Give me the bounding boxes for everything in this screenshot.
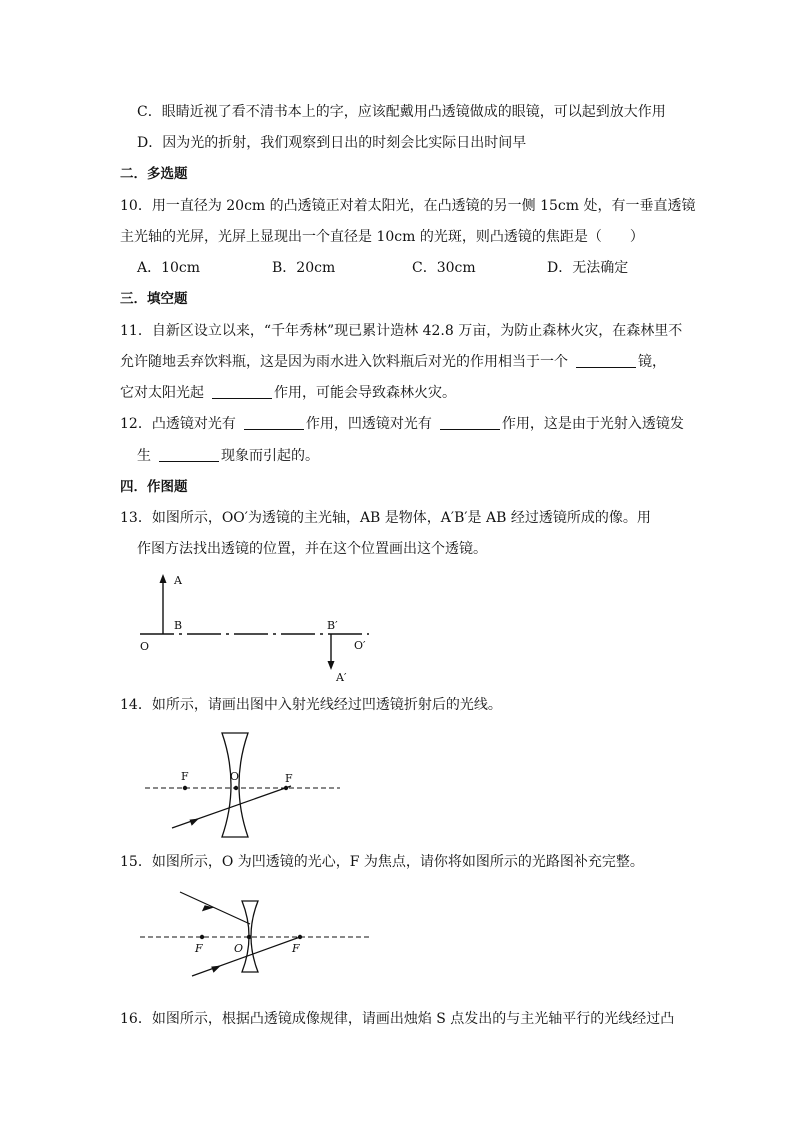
q10-options [137,258,697,278]
q13-label-a: A [174,574,182,587]
q11-line3 [120,383,456,403]
q11-blank-2[interactable] [212,384,272,399]
q13-object-arrowhead [160,574,167,583]
q13-label-o-prime: O′ [354,639,366,652]
q11-line3-text: 它对太阳光起 [120,385,204,401]
q15-figure [140,888,372,980]
q13-line2: 作图方法找出透镜的位置，并在这个位置画出这个透镜。 [137,541,487,557]
q10-option-a: A．10cm [137,260,201,276]
q14-concave-lens [222,733,248,837]
q16-line1: 16．如图所示，根据凸透镜成像规律，请画出烛焰 S 点发出的与主光轴平行的光线经过凸 [120,1011,675,1027]
q15-label-f-left: F [195,942,203,955]
q11-line1: 11．自新区设立以来，“千年秀林”现已累计造林 42.8 万亩，为防止森林火灾，在森林里不 [120,323,683,339]
q15-optical-center [247,935,251,939]
q13-label-a-prime: A′ [336,671,347,684]
q12-line2 [137,446,319,466]
q15-label-o: O [234,942,244,955]
q14-focus-right [284,786,288,790]
q12-text-a: 12．凸透镜对光有 [120,416,236,432]
q13-label-o: O [140,640,150,653]
q11-blank-1[interactable] [576,353,636,368]
q14-line1: 14．如所示，请画出图中入射光线经过凹透镜折射后的光线。 [120,697,502,713]
q9-option-c: C．眼睛近视了看不清书本上的字，应该配戴用凸透镜做成的眼镜，可以起到放大作用 [137,104,666,120]
q12-text-c: 作用，这是由于光射入透镜发 [501,416,684,432]
q13-label-b-prime: B′ [327,619,338,632]
q10-line1: 10．用一直径为 20cm 的凸透镜正对着太阳光，在凸透镜的另一侧 15cm 处，有一垂直透镜 [120,198,696,214]
q10-line2: 主光轴的光屏，光屏上显现出一个直径是 10cm 的光斑，则凸透镜的焦距是（ ） [120,229,644,245]
q11-line2 [120,352,666,372]
q11-line2-end: 镜， [638,354,666,370]
q11-line3-end: 作用，可能会导致森林火灾。 [274,385,456,401]
q14-optical-center [234,786,238,790]
q15-focus-right [298,935,302,939]
q13-image-arrowhead [328,661,335,670]
q10-option-c: C．30cm [412,260,476,276]
q14-figure [145,730,345,842]
q12-text-b: 作用，凹透镜对光有 [305,416,432,432]
section-heading-fill-blank: 三．填空题 [120,291,188,307]
q15-line1: 15．如图所示，O 为凹透镜的光心，F 为焦点，请你将如图所示的光路图补充完整。 [120,854,644,870]
section-heading-drawing: 四．作图题 [120,479,188,495]
q15-label-f-right: F [292,942,300,955]
q12-text-d: 生 [137,448,151,464]
q15-ray2-arrowhead [211,966,221,973]
q12-blank-3[interactable] [159,447,219,462]
q12-blank-2[interactable] [440,415,500,430]
q13-figure [135,570,375,685]
section-heading-multiple-choice: 二．多选题 [120,166,188,182]
q12-line1 [120,414,684,434]
q15-incident-ray-1 [180,892,250,924]
q14-label-f-right: F [285,772,293,785]
q12-blank-1[interactable] [244,415,304,430]
q11-line2-text: 允许随地丢弃饮料瓶，这是因为雨水进入饮料瓶后对光的作用相当于一个 [120,354,568,370]
q14-label-f-left: F [181,770,189,783]
q12-text-e: 现象而引起的。 [221,448,319,464]
q15-focus-left [200,935,204,939]
q14-ray-arrowhead [190,819,200,826]
q14-label-o: O [230,770,240,783]
q10-option-d: D．无法确定 [547,260,629,276]
q10-option-b: B．20cm [272,260,336,276]
q14-focus-left [183,786,187,790]
q13-line1: 13．如图所示，OO′为透镜的主光轴，AB 是物体，A′B′是 AB 经过透镜所成的像。用 [120,510,651,526]
q13-label-b: B [174,619,183,632]
q9-option-d: D．因为光的折射，我们观察到日出的时刻会比实际日出时间早 [137,135,527,151]
